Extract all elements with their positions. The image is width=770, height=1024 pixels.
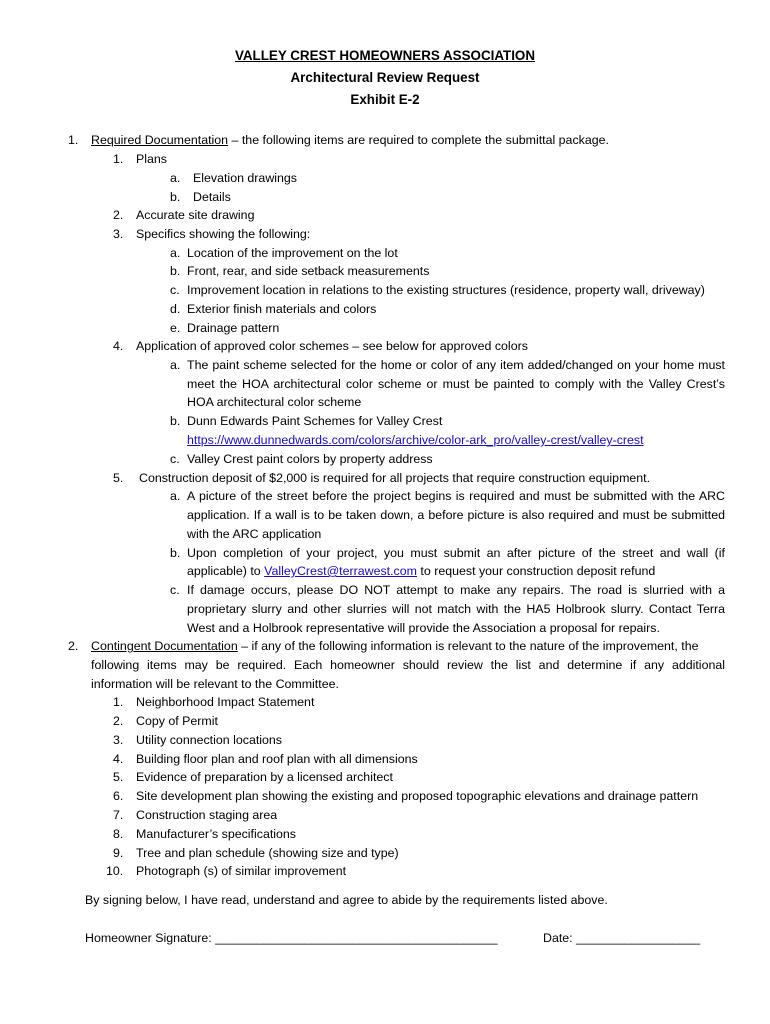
deposit-c-line: If damage occurs, please DO NOT attempt to make any repairs. The road is slurried with a xyxy=(187,583,725,597)
list-number: 2. xyxy=(113,714,124,728)
date-field[interactable]: Date: __________________ xyxy=(543,931,701,945)
section1-line xyxy=(91,131,609,149)
contingent-item: Building floor plan and roof plan with all dimensions xyxy=(136,752,418,766)
plans-label: Plans xyxy=(136,152,167,166)
email-link[interactable]: ValleyCrest@terrawest.com xyxy=(264,564,417,578)
list-number: 10. xyxy=(106,864,124,878)
section2-text: following items may be required. Each homeowner should review the list and determine if any additional xyxy=(91,658,725,672)
agreement-statement: By signing below, I have read, understand and agree to abide by the requirements listed above. xyxy=(85,893,608,907)
list-number: 5. xyxy=(113,770,124,784)
colors-a-line: The paint scheme selected for the home or color of any item added/changed on your home must xyxy=(187,358,725,372)
signature-field[interactable]: Homeowner Signature: _________________________________________ xyxy=(85,931,498,945)
sub-letter: b. xyxy=(170,546,181,560)
deposit-c-line: proprietary slurry and other slurries will not match with the HA5 Holbrook slurry. Contact Terra xyxy=(187,602,725,616)
sub-letter: b. xyxy=(170,190,181,204)
sub-letter: e. xyxy=(170,321,181,335)
sub-letter: c. xyxy=(170,583,180,597)
sub-letter: d. xyxy=(170,302,181,316)
contingent-item: Construction staging area xyxy=(136,808,278,822)
contingent-item: Utility connection locations xyxy=(136,733,283,747)
sub-letter: c. xyxy=(170,452,180,466)
list-number: 9. xyxy=(113,846,124,860)
colors-a-line: meet the HOA architectural color scheme or must be painted to comply with the Valley Crest’s xyxy=(187,377,725,391)
list-number: 6. xyxy=(113,789,124,803)
section2-number: 2. xyxy=(68,639,79,653)
list-number: 2. xyxy=(113,208,124,222)
section2-text: information will be relevant to the Committee. xyxy=(91,677,339,691)
specifics-item: Exterior finish materials and colors xyxy=(187,302,377,316)
colors-b-label: Dunn Edwards Paint Schemes for Valley Crest xyxy=(187,414,443,428)
deposit-b-text: applicable) to xyxy=(187,564,265,578)
sub-letter: a. xyxy=(170,171,181,185)
plans-item-b: Details xyxy=(193,190,231,204)
sub-letter: c. xyxy=(170,283,180,297)
deposit-a-line: application. If a wall is to be taken down, a before picture is also required and must be submitted xyxy=(187,508,725,522)
deposit-b-line: Upon completion of your project, you must submit an after picture of the street and wall (if xyxy=(187,546,725,560)
sub-letter: a. xyxy=(170,489,181,503)
section2-line xyxy=(91,637,699,655)
contingent-item: Neighborhood Impact Statement xyxy=(136,695,315,709)
list-number: 3. xyxy=(113,227,124,241)
list-number: 4. xyxy=(113,752,124,766)
sub-letter: b. xyxy=(170,264,181,278)
form-title: Architectural Review Request xyxy=(290,70,480,85)
contingent-item: Photograph (s) of similar improvement xyxy=(136,864,347,878)
deposit-c-line: West and a Holbrook representative will provide the Association a proposal for repairs. xyxy=(187,621,660,635)
specifics-item: Improvement location in relations to the existing structures (residence, property wall, driveway) xyxy=(187,283,705,297)
site-drawing-label: Accurate site drawing xyxy=(136,208,255,222)
sub-letter: b. xyxy=(170,414,181,428)
section1-intro: – the following items are required to complete the submittal package. xyxy=(228,133,609,147)
sub-letter: a. xyxy=(170,246,181,260)
section2-intro: – if any of the following information is relevant to the nature of the improvement, the xyxy=(237,639,699,653)
deposit-b-line xyxy=(187,562,655,580)
deposit-a-line: with the ARC application xyxy=(187,527,322,541)
colors-a-line: HOA architectural color scheme xyxy=(187,395,362,409)
specifics-item: Location of the improvement on the lot xyxy=(187,246,398,260)
deposit-label: Construction deposit of $2,000 is required for all projects that require construction equipment. xyxy=(139,471,651,485)
contingent-item: Tree and plan schedule (showing size and type) xyxy=(136,846,399,860)
specifics-label: Specifics showing the following: xyxy=(136,227,311,241)
colors-label: Application of approved color schemes – see below for approved colors xyxy=(136,339,528,353)
org-title: VALLEY CREST HOMEOWNERS ASSOCIATION xyxy=(234,48,536,63)
list-number: 4. xyxy=(113,339,124,353)
specifics-item: Front, rear, and side setback measurements xyxy=(187,264,430,278)
deposit-b-text: to request your construction deposit refund xyxy=(416,564,656,578)
list-number: 1. xyxy=(113,152,124,166)
contingent-item: Site development plan showing the existing and proposed topographic elevations and drainage pattern xyxy=(136,789,699,803)
contingent-item: Copy of Permit xyxy=(136,714,218,728)
list-number: 3. xyxy=(113,733,124,747)
colors-c-label: Valley Crest paint colors by property address xyxy=(187,452,433,466)
sub-letter: a. xyxy=(170,358,181,372)
list-number: 8. xyxy=(113,827,124,841)
list-number: 5. xyxy=(113,471,124,485)
exhibit-label: Exhibit E-2 xyxy=(350,92,420,107)
section1-heading: Required Documentation xyxy=(91,133,229,147)
section2-heading: Contingent Documentation xyxy=(91,639,238,653)
list-number: 1. xyxy=(113,695,124,709)
contingent-item: Evidence of preparation by a licensed architect xyxy=(136,770,393,784)
plans-item-a: Elevation drawings xyxy=(193,171,298,185)
paint-schemes-link[interactable]: https://www.dunnedwards.com/colors/archive/color-ark_pro/valley-crest/valley-crest xyxy=(187,433,644,447)
contingent-item: Manufacturer’s specifications xyxy=(136,827,297,841)
section1-number: 1. xyxy=(68,133,79,147)
list-number: 7. xyxy=(113,808,124,822)
deposit-a-line: A picture of the street before the project begins is required and must be submitted with the ARC xyxy=(187,489,725,503)
specifics-item: Drainage pattern xyxy=(187,321,280,335)
paint-schemes-link-wrap xyxy=(187,431,644,449)
